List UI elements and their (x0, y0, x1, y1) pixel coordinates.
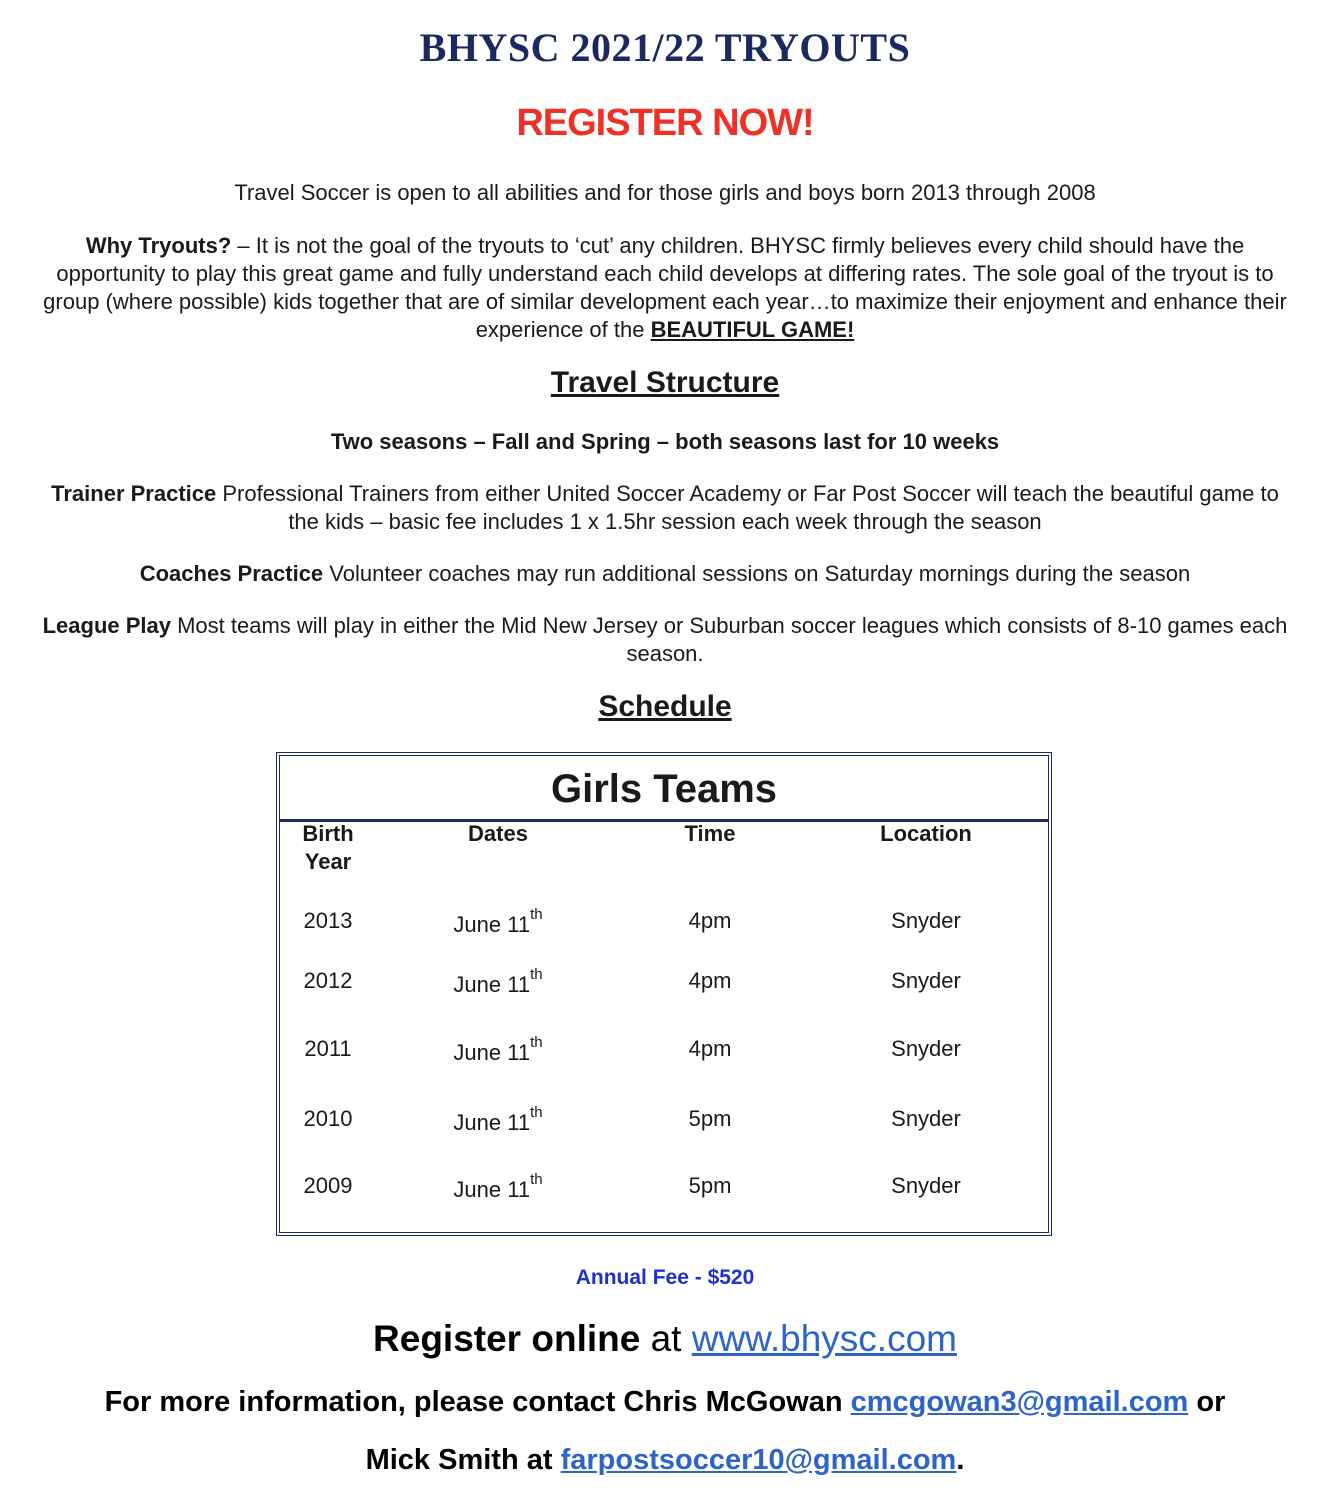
why-tryouts-label: Why Tryouts? (85, 233, 232, 258)
schedule-heading: Schedule (598, 690, 732, 723)
trainer-practice-text: Professional Trainers from either United Soccer Academy or Far Post Soccer will teach the beautiful game to the kids – basic fee includes 1 x 1.5hr session each week through the season (216, 481, 1279, 534)
table-row-location: Snyder (891, 1173, 961, 1198)
contact-line-1: For more information, please contact Chris McGowan cmcgowan3@gmail.com or (104, 1386, 1226, 1418)
league-play-paragraph (40, 612, 1290, 668)
league-play-label: League Play (42, 613, 171, 638)
table-row-time: 4pm (688, 908, 732, 933)
table-row-date: June 11th (453, 1034, 543, 1065)
coaches-practice-paragraph (0, 560, 1330, 588)
table-row-location: Snyder (891, 1036, 961, 1061)
coaches-practice-text: Volunteer coaches may run additional sessions on Saturday mornings during the season (323, 561, 1191, 586)
trainer-practice-label: Trainer Practice (51, 481, 217, 506)
col-header-dates: Dates (468, 821, 528, 846)
annual-fee: Annual Fee - $520 (575, 1266, 755, 1289)
seasons-text: Two seasons – Fall and Spring – both seasons last for 10 weeks (330, 429, 1000, 454)
table-row-location: Snyder (891, 908, 961, 933)
beautiful-game-emphasis: BEAUTIFUL GAME! (650, 317, 855, 342)
col-header-location: Location (880, 821, 972, 846)
table-row-date: June 11th (453, 1104, 543, 1135)
table-row-year: 2009 (303, 1173, 353, 1198)
travel-structure-heading: Travel Structure (550, 366, 780, 399)
intro-text: Travel Soccer is open to all abilities and for those girls and boys born 2013 through 2008 (234, 180, 1096, 205)
col-header-birth-year: Birth Year (302, 821, 354, 874)
register-online-label: Register online (373, 1318, 641, 1359)
table-row-time: 5pm (688, 1173, 732, 1198)
table-row-date: June 11th (453, 1171, 543, 1202)
table-row-location: Snyder (891, 968, 961, 993)
register-online-line: Register online at www.bhysc.com (373, 1318, 957, 1359)
table-row-date: June 11th (453, 906, 543, 937)
page-title: BHYSC 2021/22 TRYOUTS (419, 25, 911, 70)
league-play-text: Most teams will play in either the Mid New Jersey or Suburban soccer leagues which consists of 8-10 games each season. (170, 613, 1288, 666)
table-row-date: June 11th (453, 966, 543, 997)
table-row-year: 2013 (303, 908, 353, 933)
register-now-banner: REGISTER NOW! (516, 102, 814, 144)
table-row-location: Snyder (891, 1106, 961, 1131)
table-row-year: 2012 (303, 968, 353, 993)
why-tryouts-text: – It is not the goal of the tryouts to ‘cut’ any children. BHYSC firmly believes every child should have the opportunity to play this great game and fully understand each child develops at differing rates. The sole goal of the tryout is to group (where possible) kids together that are of similar development each year…to maximize their enjoyment and enhance their experience of the (43, 233, 1287, 342)
table-row-year: 2010 (303, 1106, 353, 1131)
email-link-mick[interactable]: farpostsoccer10@gmail.com (560, 1444, 957, 1476)
table-title: Girls Teams (280, 756, 1048, 822)
col-header-time: Time (684, 821, 736, 846)
table-row-year: 2011 (304, 1036, 352, 1061)
contact-line-2: Mick Smith at farpostsoccer10@gmail.com. (365, 1444, 965, 1476)
why-tryouts-paragraph (40, 232, 1290, 344)
table-row-time: 5pm (688, 1106, 732, 1131)
trainer-practice-paragraph (50, 480, 1280, 536)
table-row-time: 4pm (688, 968, 732, 993)
table-row-time: 4pm (688, 1036, 732, 1061)
website-link[interactable]: www.bhysc.com (691, 1318, 957, 1359)
coaches-practice-label: Coaches Practice (139, 561, 324, 586)
email-link-chris[interactable]: cmcgowan3@gmail.com (850, 1386, 1189, 1418)
